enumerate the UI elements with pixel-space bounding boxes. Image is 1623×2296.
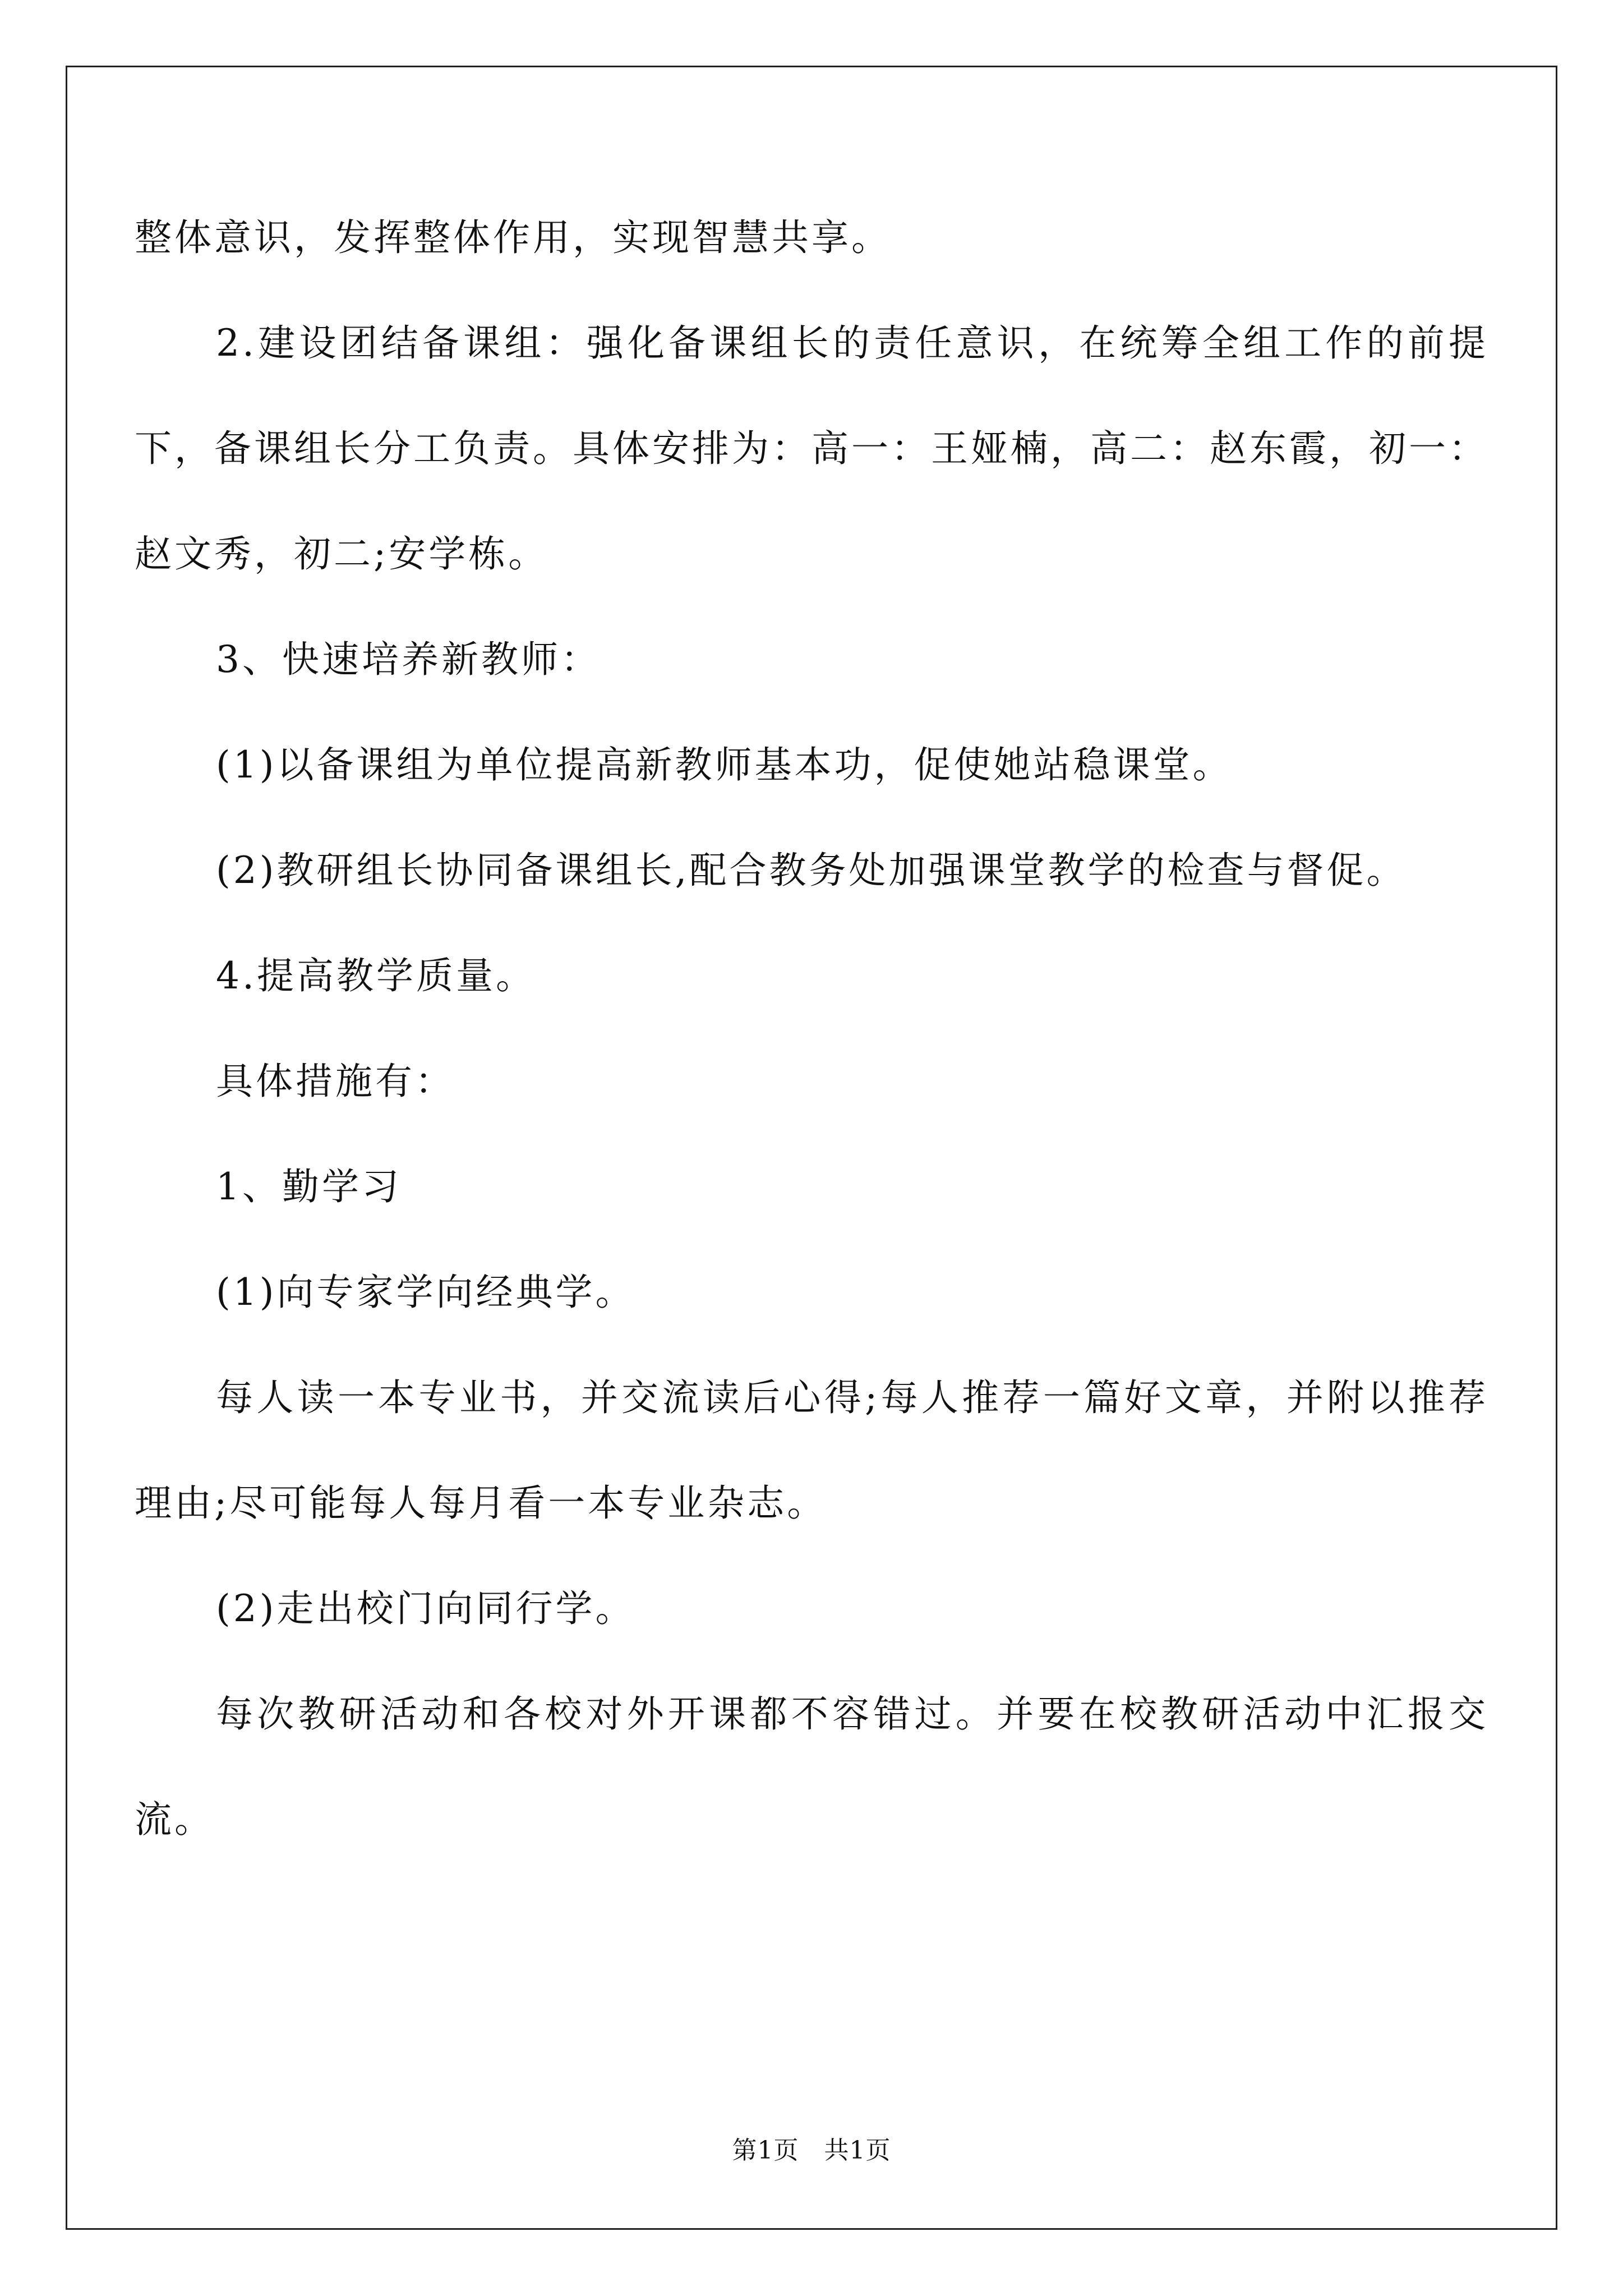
paragraph-1: 整体意识，发挥整体作用，实现智慧共享。 [135,216,891,259]
paragraph-4: (1)以备课组为单位提高新教师基本功，促使她站稳课堂。 [216,743,1233,786]
paragraph-9: (1)向专家学向经典学。 [216,1271,635,1314]
paragraph-7: 具体措施有： [216,1060,455,1103]
paragraph-12: 每次教研活动和各校对外开课都不容错过。并要在校教研活动中汇报交流。 [135,1692,1488,1841]
document-body [135,185,1488,2122]
paragraph-5: (2)教研组长协同备课组长,配合教务处加强课堂教学的检查与督促。 [216,849,1407,892]
paragraph-11: (2)走出校门向同行学。 [216,1587,635,1630]
paragraph-10: 每人读一本专业书，并交流读后心得;每人推荐一篇好文章，并附以推荐理由;尽可能每人每月看一本专业杂志。 [135,1376,1488,1525]
paragraph-2: 2.建设团结备课组：强化备课组长的责任意识，在统筹全组工作的前提下，备课组长分工负责。具体安排为：高一：王娅楠，高二：赵东霞，初一：赵文秀，初二;安学栋。 [135,321,1488,576]
paragraph-6: 4.提高教学质量。 [216,954,536,997]
page-number-footer: 第1页 共1页 [732,2136,891,2165]
paragraph-8: 1、勤学习 [216,1165,402,1208]
paragraph-3: 3、快速培养新教师： [216,638,601,681]
